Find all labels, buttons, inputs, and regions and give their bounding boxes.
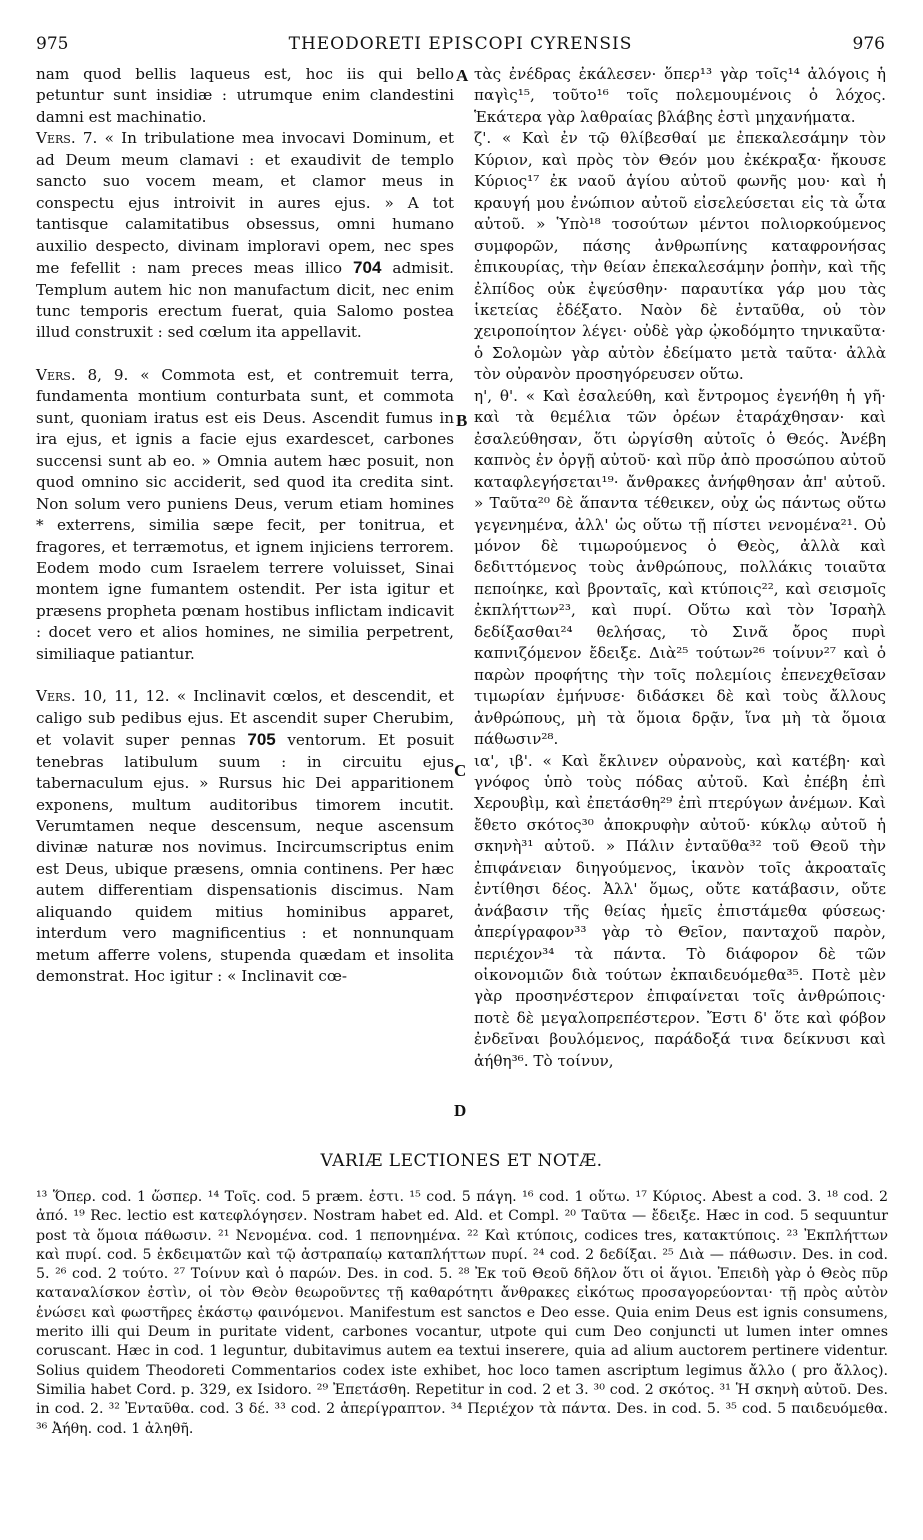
greek-paragraph-2: ζ'. « Καὶ ἐν τῷ θλίβεσθαί με ἐπεκαλεσάμην τὸν Κύριον, καὶ πρὸς τὸν Θεόν μου ἐκέκραξα· ἤκουσε Κύριος¹⁷ ἐκ ναοῦ ἁγίου αὐτοῦ φωνῆς μου· καὶ ἡ κραυγή μου ἐνώπιον αὐτοῦ εἰσελεύσεται εἰς τὰ ὦτα αὐτοῦ. » Ὑπὸ¹⁸ τοσούτων μέντοι πολιορκούμενος συμφορῶν, πάσης ἀνθρωπίνης καταφρονήσας ἐπικουρίας, τὴν θείαν ἐπεκαλεσάμην ῥοπὴν, καὶ τῆς ἐλπίδος οὐκ ἐψεύσθην· παραυτίκα γάρ μου τὰς ἱκετείας ἐδέξατο. Ναὸν δὲ ἐνταῦθα, οὐ τὸν χειροποίητον λέγει· οὐδὲ γὰρ ᾠκοδόμητο τηνικαῦτα· ὁ Σολομὼν γὰρ αὐτὸν ἐδείματο μετὰ ταῦτα· ἀλλὰ τὸν οὐρανὸν προσηγόρευσεν οὕτω.: [474, 129, 886, 384]
left-page-number: 975: [36, 34, 69, 54]
greek-paragraph-4: ια', ιβ'. « Καὶ ἔκλινεν οὐρανοὺς, καὶ κατέβη· καὶ γνόφος ὑπὸ τοὺς πόδας αὐτοῦ. Καὶ ἐπέβη ἐπὶ Χερουβὶμ, καὶ ἐπετάσθη²⁹ ἐπὶ πτερύγων ἀνέμων. Καὶ ἔθετο σκότος³⁰ ἀποκρυφὴν αὐτοῦ· κύκλῳ αὐτοῦ ἡ σκηνὴ³¹ αὐτοῦ. » Πάλιν ἐνταῦθα³² τοῦ Θεοῦ τὴν ἐπιφάνειαν διηγούμενος, ἱκανὸν τοῖς ἀκροαταῖς ἐντίθησι δέος. Ἀλλ' ὅμως, οὔτε κατάβασιν, οὔτε ἀνάβασιν τῆς θείας ἡμεῖς ἐπιστάμεθα φύσεως· ἀπερίγραφον³³ γὰρ τὸ Θεῖον, πανταχοῦ παρὸν, περιέχον³⁴ τὰ πάντα. Τὸ διάφορον δὲ τῶν οἰκονομιῶν διὰ τούτων ἐκπαιδευόμεθα³⁵. Ποτὲ μὲν γὰρ προσηνέστερον ἐπιφαίνεται τοῖς ἀνθρώποις· ποτὲ δὲ μεγαλοπρεπέστερον. Ἔστι δ' ὅτε καὶ φόβον ἐνδεῖναι βουλόμενος, παράδοξά τινα δείκνυσι καὶ ἀήθη³⁶. Τὸ τοίνυν,: [474, 751, 886, 1070]
margin-letter-d: D: [454, 1101, 467, 1120]
column-number-704: 704: [353, 258, 382, 278]
latin-text: admisit. Templum autem hic non manufactum dicit, nec enim tunc temporis erectum fuerat, quia Salomo postea illud construxit : sed cœlum ita appellavit.: [36, 259, 455, 342]
latin-paragraph-3: [36, 365, 454, 665]
footnotes: [36, 1188, 888, 1439]
notes-heading: VARIÆ LECTIONES ET NOTÆ.: [320, 1151, 603, 1171]
margin-letter-c: C: [454, 761, 467, 780]
running-header: [36, 34, 885, 60]
latin-paragraph-4: [36, 686, 454, 987]
margin-letter-a: A: [456, 66, 469, 85]
latin-text: « Commota est, et contremuit terra, fundamenta montium conturbata sunt, et commota sunt, quoniam iratus est eis Deus. Ascendit fumus in ira ejus, et ignis a facie ejus exardescet, carbones succensi sunt ab eo. » Omnia autem hæc posuit, non quod omnino sic acciderit, sed quod ita credita sint. Non solum vero puniens Deus, verum etiam homines * exterrens, similia sæpe fecit, per tonitrua, et fragores, et terræmotus, et ignem injiciens terrorem. Eodem modo cum Israelem terrere voluisset, Sinai montem igne fumantem ostendit. Per ista igitur et præsens propheta pœnam hostibus inflictam indicavit : docet vero et alios homines, ne similia perpetrent, similiaque patiantur.: [36, 365, 454, 663]
margin-letter-b: B: [456, 411, 468, 430]
latin-paragraph-1: nam quod bellis laqueus est, hoc iis qui bello petuntur sunt insidiæ : utrumque enim clandestini damni est machinatio.: [36, 65, 454, 126]
verse-label: Vers. 8, 9.: [36, 365, 129, 384]
verse-label: Vers. 10, 11, 12.: [36, 687, 170, 706]
right-page-number: 976: [852, 34, 885, 54]
latin-text: « In tribulatione mea invocavi Dominum, et ad Deum meum clamavi : et exaudivit de templo sancto suo vocem meam, et clamor meus in conspectu ejus introivit in aures ejus. » A tot tantisque calamitatibus obsessus, omni humano auxilio despecto, divinam imploravi opem, nec spes me fefellit : nam preces meas illico: [36, 129, 454, 278]
footnote-text: ¹³ Ὅπερ. cod. 1 ὥσπερ. ¹⁴ Τοῖς. cod. 5 præm. ἐστι. ¹⁵ cod. 5 πάγη. ¹⁶ cod. 1 οὕτω. ¹⁷ Κύριος. Abest a cod. 3. ¹⁸ cod. 2 ἀπό. ¹⁹ Rec. lectio est κατεφλόγησεν. Nostram habet ed. Ald. et Compl. ²⁰ Ταῦτα — ἔδειξε. Hæc in cod. 5 sequuntur post τὰ ὅμοια πάθωσιν. ²¹ Νενομένα. cod. 1 πεπονημένα. ²² Καὶ κτύποις, codices tres, κατακτύποις. ²³ Ἐκπλήττων καὶ πυρί. cod. 5 ἐκδειματῶν καὶ τῷ ἀστραπαίῳ καταπλήττων πυρί. ²⁴ cod. 2 δεδίξαι. ²⁵ Διὰ — πάθωσιν. Des. in cod. 5. ²⁶ cod. 2 τούτο. ²⁷ Τοίνυν καὶ ὁ παρών. Des. in cod. 5. ²⁸ Ἐκ τοῦ Θεοῦ δῆλον ὅτι οἱ ἅγιοι. Ἐπειδὴ γὰρ ὁ Θεὸς πῦρ καταναλίσκον ἐστὶν, οἱ τὸν Θεὸν θεωροῦντες τῇ καθαρότητι ἄνθρακες εἰκότως προσαγορεύονται· τῇ πρὸς αὐτὸν ἑνώσει καὶ φωστῆρες ἑκάστῳ φαινόμενοι. Manifestum est sanctos e Deo esse. Quia enim Deus est ignis consumens, merito illi qui Deum in puritate vident, carbones vocantur, utpote qui cum Deo conjuncti ut lumen inter omnes coruscant. Hæc in cod. 1 leguntur, dubitavimus autem ea textui inserere, quia ad alium auctorem pertinere videntur. Solius quidem Theodoreti Commentarios codex iste exhibet, hoc loco tamen ascriptum legimus ἄλλο ( pro ἄλλος). Similia habet Cord. p. 329, ex Isidoro. ²⁹ Ἐπετάσθη. Repetitur in cod. 2 et 3. ³⁰ cod. 2 σκότος. ³¹ Ἡ σκηνὴ αὐτοῦ. Des. in cod. 2. ³² Ἐνταῦθα. cod. 3 δέ. ³³ cod. 2 ἀπερίγραπτον. ³⁴ Περιέχον τὰ πάντα. Des. in cod. 5. ³⁵ cod. 5 παιδευόμεθα. ³⁶ Ἀήθη. cod. 1 ἀληθῆ.: [36, 1189, 888, 1437]
verse-label: Vers. 7.: [36, 129, 98, 148]
latin-text: ventorum. Et posuit tenebras latibulum suum : in circuitu ejus tabernaculum ejus. » Rursus hic Dei apparitionem exponens, multum auditoribus timorem incutit. Verumtamen neque descensum, neque ascensum divinæ naturæ nos novimus. Incircumscriptus enim est Deus, ubique præsens, omnia continens. Per hæc autem differentiam dispensationis discimus. Nam aliquando quidem mitius hominibus apparet, interdum vero magnificentius : et nonnunquam metum afferre volens, stupenda quædam et insolita demonstrat. Hoc igitur : « Inclinavit cœ-: [36, 731, 455, 986]
latin-text: « Inclinavit cœlos, et descendit, et caligo sub pedibus ejus. Et ascendit super Cherubim, et volavit super pennas: [36, 687, 454, 750]
greek-paragraph-3: η', θ'. « Καὶ ἐσαλεύθη, καὶ ἔντρομος ἐγενήθη ἡ γῆ· καὶ τὰ θεμέλια τῶν ὀρέων ἐταράχθησαν· καὶ ἐσαλεύθησαν, ὅτι ὠργίσθη αὐτοῖς ὁ Θεός. Ἀνέβη καπνὸς ἐν ὀργῇ αὐτοῦ· καὶ πῦρ ἀπὸ προσώπου αὐτοῦ καταφλεγήσεται¹⁹· ἄνθρακες ἀνήφθησαν ἀπ' αὐτοῦ. » Ταῦτα²⁰ δὲ ἅπαντα τέθεικεν, οὐχ ὡς πάντως οὕτω γεγενημένα, ἀλλ' ὡς οὕτω τῇ πίστει νενομένα²¹. Οὐ μόνον δὲ τιμωρούμενος ὁ Θεὸς, ἀλλὰ καὶ δεδιττόμενος τοὺς ἀνθρώπους, πολλάκις τοιαῦτα πεποίηκε, καὶ βρονταῖς, καὶ κτύποις²², καὶ σεισμοῖς ἐκπλήττων²³, καὶ πυρί. Οὕτω καὶ τὸν Ἰσραὴλ δεδίξασθαι²⁴ θελήσας, τὸ Σινᾶ ὄρος πυρὶ καπνιζόμενον ἔδειξε. Διὰ²⁵ τούτων²⁶ τοίνυν²⁷ καὶ ὁ παρὼν προφήτης τὴν τοῖς πολεμίοις ἐπενεχθεῖσαν τιμωρίαν ἐμήνυσε· διδάσκει δὲ καὶ τοὺς ἄλλους ἀνθρώπους, μὴ τὰ ὅμοια δρᾷν, ἵνα μὴ τὰ ὅμοια πάθωσιν²⁸.: [474, 386, 886, 749]
latin-paragraph-2: [36, 128, 454, 344]
column-number-705: 705: [247, 730, 276, 750]
latin-column: [36, 64, 454, 988]
running-title: THEODORETI EPISCOPI CYRENSIS: [288, 34, 633, 54]
greek-paragraph-1: τὰς ἐνέδρας ἐκάλεσεν· ὅπερ¹³ γὰρ τοῖς¹⁴ ἀλόγοις ἡ παγὶς¹⁵, τοῦτο¹⁶ τοῖς πολεμουμένοις ὁ λόχος. Ἑκάτερα γὰρ λαθραίας βλάβης ἐστὶ μηχανήματα.: [474, 65, 886, 126]
greek-column: [474, 64, 886, 1072]
